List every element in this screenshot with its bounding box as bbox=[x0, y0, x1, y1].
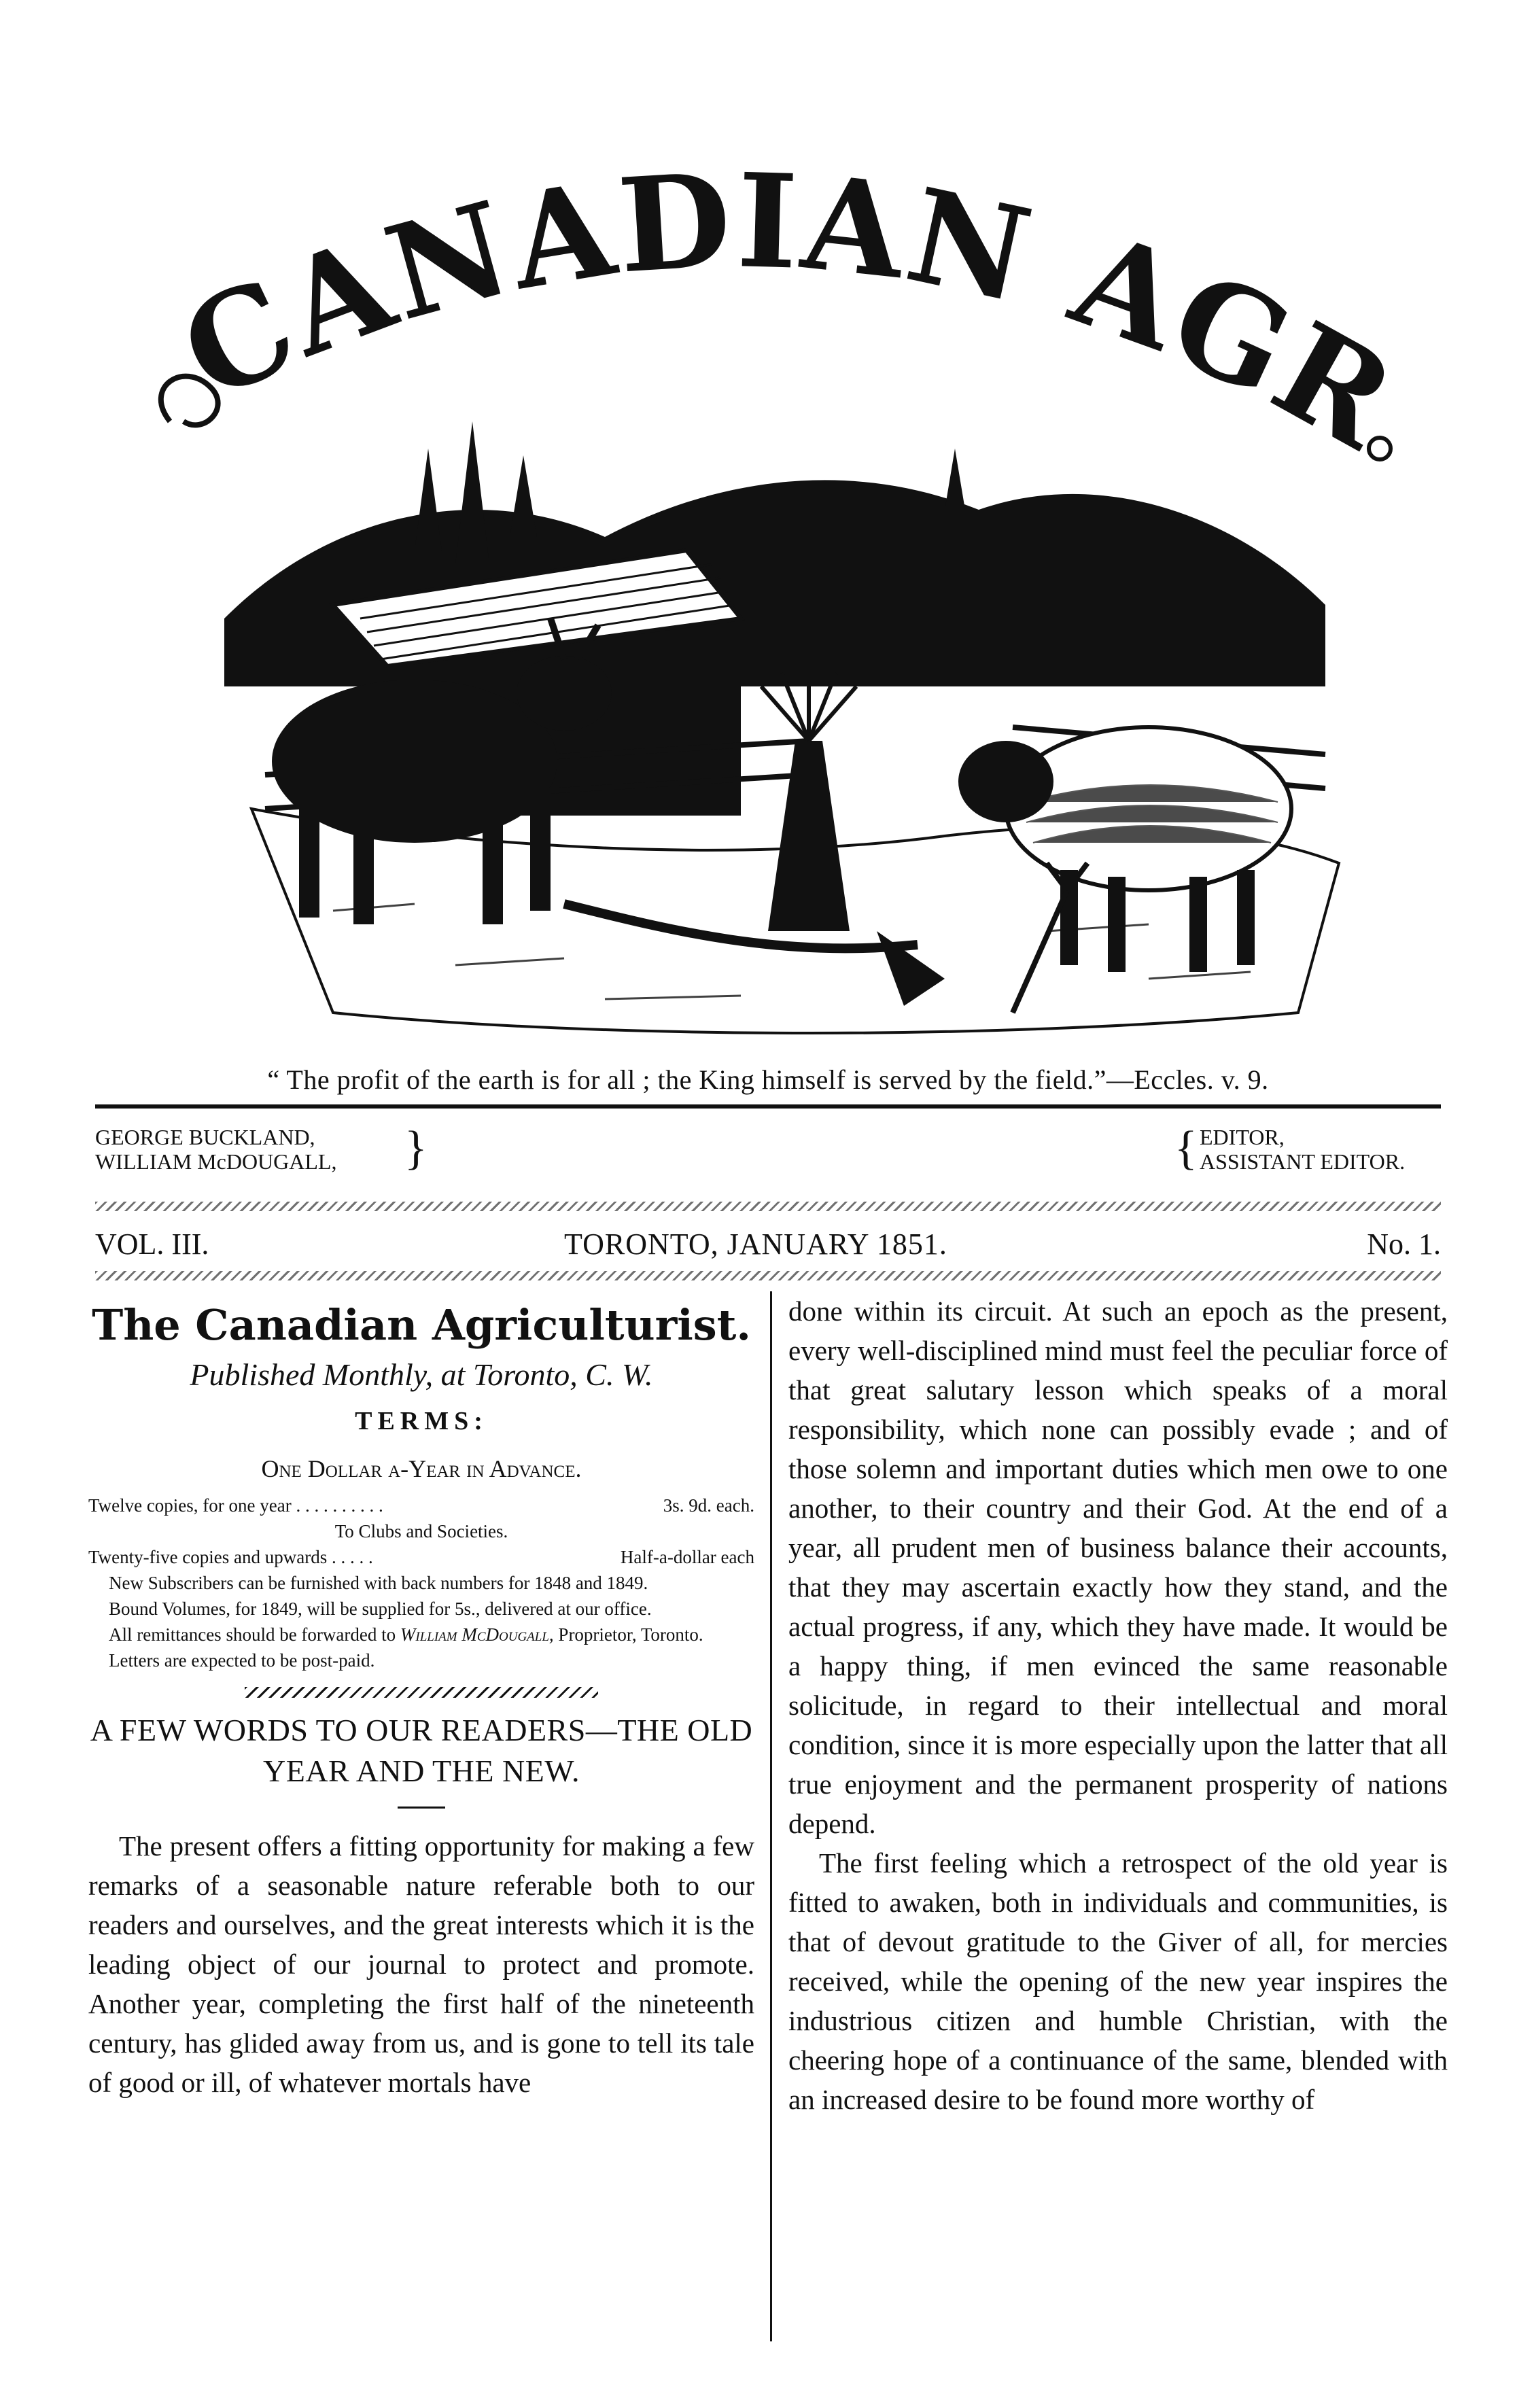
article-paragraph: The present offers a fitting opportunity for making a few remarks of a seasonable nature referable both to our readers and ourselves, and the great interests which it is the leading object of our journal to protect and promote. Another year, completing the first half of the nineteenth century, has glided away from us, and is gone to tell its tale of good or ill, of whatever mortals have bbox=[88, 1830, 754, 2098]
issue-number: No. 1. bbox=[1367, 1227, 1441, 1261]
terms-paragraph: Bound Volumes, for 1849, will be supplied for 5s., delivered at our office. bbox=[109, 1599, 652, 1619]
terms-text: All remittances should be forwarded to bbox=[109, 1624, 396, 1645]
article-title: A FEW WORDS TO OUR READERS—THE OLD YEAR AND THE NEW. bbox=[90, 1713, 753, 1788]
article-body bbox=[88, 1826, 754, 2102]
left-column bbox=[88, 1291, 754, 2102]
farm-scene-illustration bbox=[129, 129, 1407, 1067]
right-column bbox=[788, 1291, 1448, 2119]
editors-block bbox=[95, 1122, 1441, 1179]
terms-subheading: One Dollar a-Year in Advance. bbox=[261, 1455, 582, 1482]
terms-list bbox=[88, 1493, 754, 1673]
terms-line bbox=[88, 1544, 754, 1570]
terms-line bbox=[88, 1493, 754, 1518]
terms-line-price: 3s. 9d. each. bbox=[663, 1495, 754, 1516]
brace-icon: } bbox=[404, 1122, 428, 1174]
column-divider bbox=[770, 1291, 772, 2341]
wavy-separator bbox=[245, 1687, 598, 1698]
motto: “ The profit of the earth is for all ; the King himself is served by the field.”—Eccles. v. 9. bbox=[267, 1064, 1269, 1095]
newspaper-page bbox=[88, 68, 1448, 2358]
terms-paragraph: New Subscribers can be furnished with back numbers for 1848 and 1849. bbox=[109, 1573, 648, 1593]
masthead bbox=[129, 129, 1407, 1067]
proprietor-name: William McDougall, bbox=[400, 1624, 554, 1645]
terms-paragraph bbox=[88, 1622, 754, 1647]
assistant-editor-role: ASSISTANT EDITOR. bbox=[1200, 1149, 1406, 1174]
place-date: TORONTO, JANUARY 1851. bbox=[564, 1227, 947, 1261]
terms-line: To Clubs and Societies. bbox=[334, 1521, 508, 1541]
article-body-continued bbox=[788, 1291, 1448, 2119]
terms-line-label: Twelve copies, for one year . . . . . . . . . . bbox=[88, 1495, 383, 1516]
editor-name: GEORGE BUCKLAND, bbox=[95, 1125, 315, 1149]
article-paragraph: The first feeling which a retrospect of the old year is fitted to awaken, both in individuals and communities, is that of devout gratitude to the Giver of all, for mercies received, while the opening of the new year inspires the industrious citizen and humble Christian, with the cheering hope of a continuance of the same, blended with an increased desire to be found more worthy of bbox=[788, 1847, 1448, 2115]
terms-text: Proprietor, Toronto. bbox=[558, 1624, 703, 1645]
assistant-editor-name: WILLIAM McDOUGALL, bbox=[95, 1149, 337, 1174]
issue-line bbox=[95, 1227, 1441, 1268]
published-line: Published Monthly, at Toronto, C. W. bbox=[190, 1357, 653, 1392]
volume: VOL. III. bbox=[95, 1227, 209, 1261]
masthead-title: CANADIAN AGR bbox=[160, 143, 1407, 480]
terms-line-price: Half-a-dollar each bbox=[620, 1547, 754, 1567]
editor-role: EDITOR, bbox=[1200, 1125, 1285, 1149]
terms-heading: TERMS: bbox=[355, 1407, 488, 1435]
editor-names bbox=[95, 1125, 336, 1174]
article-paragraph: done within its circuit. At such an epoch as the present, every well-disciplined mind must feel the peculiar force of that great salutary lesson which speaks of a moral responsibility, which none can possibly evade ; and of those solemn and important duties which men owe to one another, to their country and their God. At the end of a year, all prudent men of business balance their accounts, that they may ascertain exactly how they stand, and the actual progress, if any, which they have made. It would be a happy thing, if men evinced the same reasonable solicitude, in regard to their intellectual and moral condition, since it is more especially upon the latter that all true enjoyment and the permanent prosperity of nations depend. bbox=[788, 1295, 1448, 1839]
paper-title: The Canadian Agriculturist. bbox=[92, 1300, 751, 1350]
brace-icon: { bbox=[1174, 1122, 1198, 1174]
terms-paragraph: Letters are expected to be post-paid. bbox=[109, 1650, 375, 1671]
header-rule bbox=[95, 1104, 1441, 1109]
wavy-rule bbox=[95, 1202, 1441, 1211]
short-rule bbox=[398, 1807, 445, 1809]
editor-roles bbox=[1200, 1125, 1405, 1174]
terms-line-label: Twenty-five copies and upwards . . . . . bbox=[88, 1547, 373, 1567]
wavy-rule bbox=[95, 1271, 1441, 1280]
